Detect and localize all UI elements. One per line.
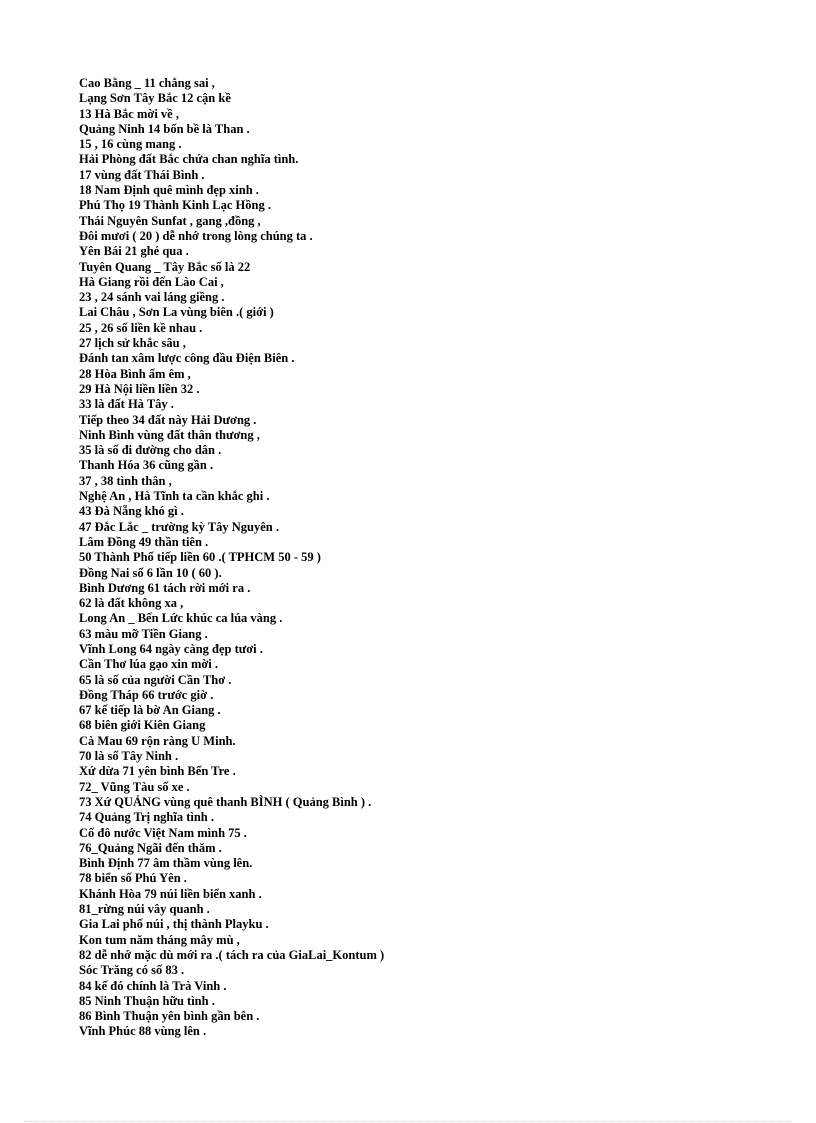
- poem-line: 18 Nam Định quê mình đẹp xinh .: [79, 183, 259, 198]
- poem-line: 81_rừng núi vây quanh .: [79, 902, 210, 917]
- poem-line: Bình Định 77 âm thầm vùng lên.: [79, 856, 253, 871]
- poem-line: Lâm Đồng 49 thần tiên .: [79, 534, 209, 549]
- poem-line: Đôi mươi ( 20 ) dễ nhớ trong lòng chúng ta .: [79, 228, 313, 243]
- poem-line: Sóc Trăng có số 83 .: [79, 963, 185, 978]
- poem-line: Kon tum năm tháng mây mù ,: [79, 932, 240, 947]
- poem-line: 72_ Vũng Tàu số xe .: [79, 779, 190, 794]
- poem-line: 63 màu mỡ Tiền Giang .: [79, 626, 208, 641]
- poem-line: 73 Xứ QUẢNG vùng quê thanh BÌNH ( Quảng Bình ) .: [79, 794, 372, 809]
- poem-line: Xứ dừa 71 yên bình Bến Tre .: [79, 764, 236, 779]
- poem-line: Gia Lai phố núi , thị thành Playku .: [79, 917, 269, 932]
- poem-line: Cao Bằng _ 11 chẳng sai ,: [79, 76, 215, 90]
- poem-line: Đồng Nai số 6 lần 10 ( 60 ).: [79, 565, 222, 580]
- poem-line: 47 Đắc Lắc _ trường kỳ Tây Nguyên .: [79, 519, 279, 534]
- poem-line: 23 , 24 sánh vai láng giềng .: [79, 290, 225, 305]
- poem-line: Bình Dương 61 tách rời mới ra .: [79, 580, 251, 595]
- poem-line: 35 là số đi đường cho dân .: [79, 443, 222, 458]
- poem-line: 29 Hà Nội liền liền 32 .: [79, 381, 200, 396]
- poem-line: 37 , 38 tình thân ,: [79, 473, 172, 488]
- poem-line: 28 Hòa Bình ấm êm ,: [79, 366, 191, 381]
- poem-line: 67 kế tiếp là bờ An Giang .: [79, 703, 221, 718]
- poem-line: 78 biển số Phú Yên .: [79, 871, 187, 886]
- poem-line: Phú Thọ 19 Thành Kinh Lạc Hồng .: [79, 198, 271, 213]
- poem-line: 76_Quảng Ngãi đến thăm .: [79, 840, 222, 855]
- poem-line: Yên Bái 21 ghé qua .: [79, 244, 189, 259]
- poem-line: 68 biên giới Kiên Giang: [79, 718, 206, 733]
- poem-line: Quảng Ninh 14 bốn bề là Than .: [79, 121, 250, 136]
- poem-line: 74 Quảng Trị nghĩa tình .: [79, 810, 214, 825]
- poem-line: Hải Phòng đất Bắc chứa chan nghĩa tình.: [79, 152, 299, 167]
- poem-line: Lai Châu , Sơn La vùng biên .( giới ): [79, 305, 274, 320]
- poem-line: 33 là đất Hà Tây .: [79, 397, 174, 412]
- poem-line: Vĩnh Phúc 88 vùng lên .: [79, 1024, 207, 1039]
- poem-line: 84 kế đó chính là Trà Vinh .: [79, 978, 227, 993]
- poem-line: Ninh Bình vùng đất thân thương ,: [79, 427, 260, 442]
- poem-line: 65 là số của người Cần Thơ .: [79, 672, 232, 687]
- poem-line: Nghệ An , Hà Tĩnh ta cần khắc ghi .: [79, 489, 270, 504]
- page-bottom-divider: [24, 1121, 792, 1122]
- poem-line: Thái Nguyên Sunfat , gang ,đồng ,: [79, 213, 261, 228]
- poem-line: 62 là đất không xa ,: [79, 596, 184, 611]
- poem-line: 25 , 26 số liền kề nhau .: [79, 320, 203, 335]
- poem-line: Tuyên Quang _ Tây Bắc số là 22: [79, 259, 251, 274]
- poem-line: Đồng Tháp 66 trước giờ .: [79, 687, 214, 702]
- poem-line: 86 Bình Thuận yên bình gần bên .: [79, 1009, 260, 1024]
- poem-text: [79, 76, 384, 1040]
- poem-line: 70 là số Tây Ninh .: [79, 749, 179, 764]
- poem-line: 15 , 16 cùng mang .: [79, 137, 182, 152]
- poem-line: Vĩnh Long 64 ngày càng đẹp tươi .: [79, 641, 263, 656]
- poem-line: Hà Giang rồi đến Lào Cai ,: [79, 274, 224, 289]
- poem-line: Cà Mau 69 rộn ràng U Minh.: [79, 733, 236, 748]
- poem-line: Đánh tan xâm lược công đầu Điện Biên .: [79, 351, 295, 366]
- poem-line: Tiếp theo 34 đất này Hải Dương .: [79, 412, 257, 427]
- poem-line: Lạng Sơn Tây Bắc 12 cận kề: [79, 91, 231, 106]
- poem-line: Cố đô nước Việt Nam mình 75 .: [79, 825, 247, 840]
- poem-line: Khánh Hòa 79 núi liền biển xanh .: [79, 886, 262, 901]
- poem-line: 43 Đà Nẵng khó gì .: [79, 504, 184, 519]
- poem-line: 50 Thành Phố tiếp liền 60 .( TPHCM 50 - 59 ): [79, 550, 321, 565]
- poem-line: 85 Ninh Thuận hữu tình .: [79, 993, 215, 1008]
- poem-line: 27 lịch sử khắc sâu ,: [79, 336, 186, 351]
- poem-line: Long An _ Bến Lức khúc ca lúa vàng .: [79, 611, 283, 626]
- poem-line: 13 Hà Bắc mời về ,: [79, 106, 179, 121]
- poem-line: Thanh Hóa 36 cũng gần .: [79, 458, 214, 473]
- poem-line: 17 vùng đất Thái Bình .: [79, 167, 205, 182]
- poem-line: Cần Thơ lúa gạo xin mời .: [79, 657, 218, 672]
- poem-line: 82 dễ nhớ mặc dù mới ra .( tách ra của GiaLai_Kontum ): [79, 947, 385, 962]
